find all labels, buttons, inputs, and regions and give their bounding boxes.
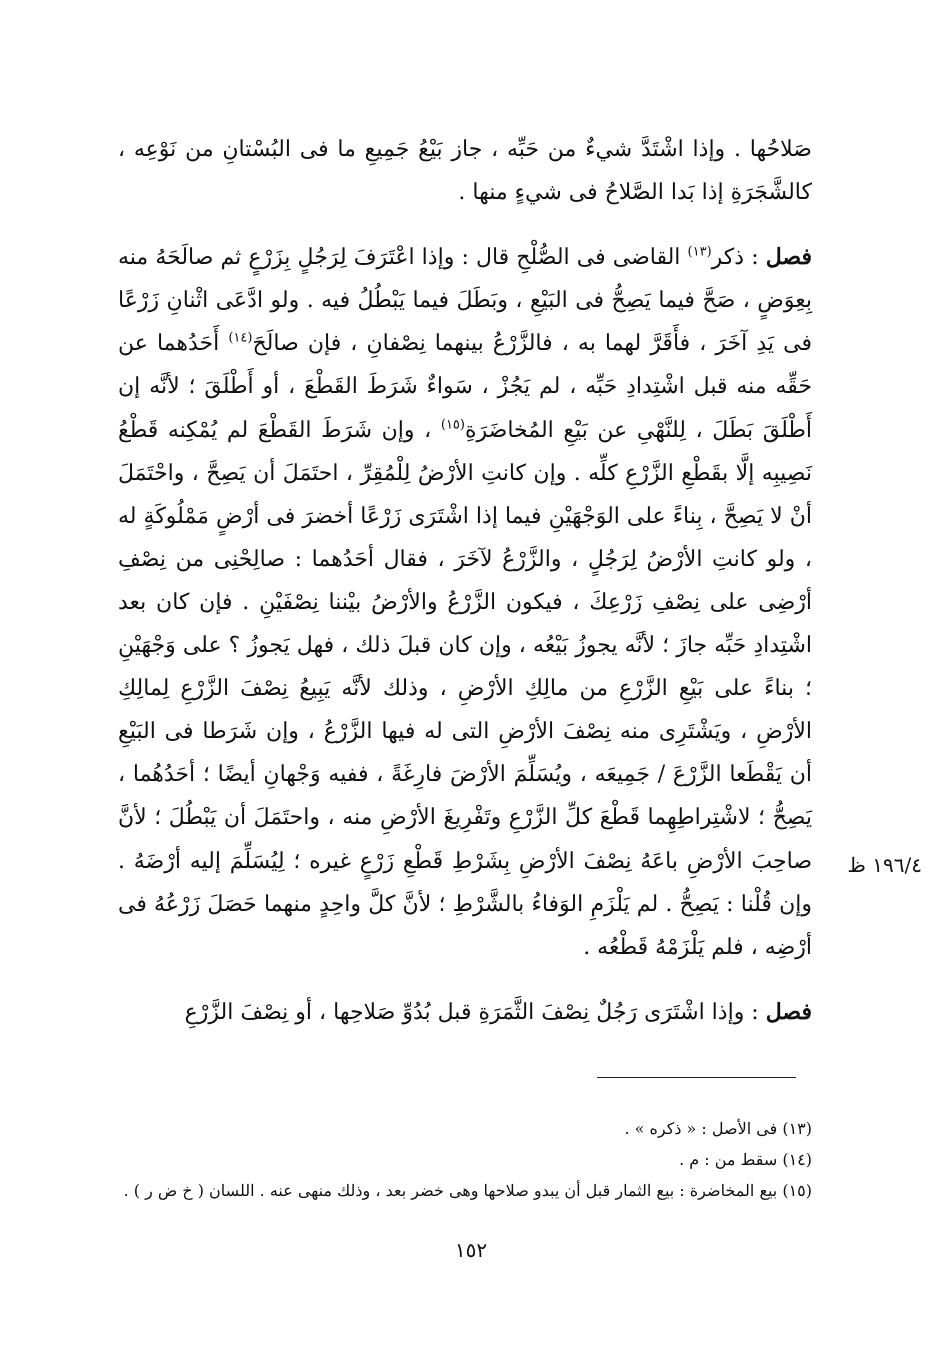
paragraph-1: صَلاحُها . وإذا اشْتَدَّ شيءٌ من حَبِّه ، جاز بَيْعُ جَمِيعِ ما فى البُسْتانِ من نَوْعِه ، كالشَّجَرَةِ إذا بَدا الصَّلاحُ فى شيءٍ منها . [118,137,812,206]
paragraph-text: أَحَدُهما عن حَقِّه منه قبل اشْتِدادِ حَبِّه ، لم يَجُزْ ، سَواءٌ شَرَطَ القَطْعَ ، أو أَطْلَقَ ؛ لأنَّه إن أَطْلَقَ بَطَلَ ، لِلنَّهْىِ عن بَيْعِ المُخاضَرَةِ [118,331,812,443]
section-label: فصل [765,244,812,271]
footnote-ref-13: (١٣) [687,244,712,260]
paragraph-text: القاضى فى الصُّلْحِ قال : وإذا اعْتَرَفَ لِرَجُلٍ بِزَرْعٍ ثم صالَحَهُ منه بِعِوَضٍ ، صَحَّ فيما يَصِحُّ فى البَيْعِ ، وبَطَلَ فيما يَبْطُلُ فيه . ولو ادَّعَى اثْنانِ زَرْعًا فى يَدِ آخَرَ ، فأَقَرَّ لهما به ، فالزَّرْعُ بينهما نِصْفانِ ، فإن صالَحَ [118,245,812,357]
footnote-14: (١٤) سقط من : م . [679,1150,812,1169]
section-label: فصل [765,998,812,1025]
footnote-separator [597,1077,796,1078]
body-text [118,128,812,1034]
footnote-ref-15: (١٥) [440,417,465,433]
page-number: ١٥٢ [454,1238,488,1262]
paragraph-text: : وإذا اشْتَرَى رَجُلٌ نِصْفَ الثَّمَرَةِ قبل بُدُوِّ صَلاحِها ، أو نِصْفَ الزَّرْعِ [184,999,759,1025]
footnote-15: (١٥) بيع المخاضرة : بيع الثمار قبل أن يبدو صلاحها وهى خضر بعد ، وذلك منهى عنه . اللسان ( خ ض ر ) . [123,1181,812,1200]
margin-folio-note: ١٩٦/٤ ظ [847,853,922,877]
footnote-ref-14: (١٤) [228,331,253,347]
footnotes [118,1113,812,1206]
paragraph-2 [118,236,812,969]
paragraph-3 [118,991,812,1034]
paragraph-text: ، وإن شَرَطَ القَطْعَ لم يُمْكِنه قَطْعُ نَصِيبِه إلَّا بقَطْعِ الزَّرْعِ كلِّه . وإن كانتِ الأرْضُ لِلْمُقِرِّ ، احتَمَلَ أن يَصِحَّ ، واحْتَمَلَ أنْ لا يَصِحَّ ، بِناءً على الوَجْهَيْنِ فيما إذا اشْتَرَى زَرْعًا أخضرَ فى أرْضٍ مَمْلُوكَةٍ له ، ولو كانتِ الأرْضُ لِرَجُلٍ ، والزَّرْعُ لآخَرَ ، فقال أحَدُهما : صالِحْنِى من نِصْفِ أرْضِى على نِصْفِ زَرْعِكَ ، فيكون الزَّرْعُ والأرْضُ بيْننا نِصْفَيْنِ . فإن كان بعد اشْتِدادِ حَبِّه جازَ ؛ لأنَّه يجوزُ بَيْعُه ، وإن كان قبلَ ذلك ، فهل يَجوزُ ؟ على وَجْهَيْنِ ؛ بناءً على بَيْعِ الزَّرْعِ من مالِكِ الأرْضِ ، وذلك لأنَّه يَبِيعُ نِصْفَ الزَّرْعِ لِمالِكِ الأرْضِ ، ويَشْتَرِى منه نِصْفَ الأرْضِ التى له فيها الزَّرْعُ ، وإن شَرَطا فى البَيْعِ أن يَقْطَعا الزَّرْعَ / جَمِيعَه ، ويُسَلِّمَ الأرْضَ فارِغَةً ، ففيه وَجْهانِ أيضًا ؛ أحَدُهُما ، يَصِحُّ ؛ لاشْتِراطِهِما قَطْعَ كلِّ الزَّرْعِ وتَفْرِيغَ الأرْضِ منه ، واحتَمَلَ أن يَبْطُلَ ؛ لأنَّ صاحِبَ الأرْضِ باعَهُ نِصْفَ الأرْضِ بِشَرْطِ قَطْعِ زَرْعٍ غيره ؛ لِيُسَلِّمَ إليه أرْضَهُ . وإن قُلْنا : يَصِحُّ . لم يَلْزَمِ الوَفاءُ بالشَّرْطِ ؛ لأنَّ كلَّ واحِدٍ منهما حَصَلَ زَرْعُهُ فى أرْضِه ، فلم يَلْزَمْهُ قَطْعُه . [118,417,812,960]
paragraph-text: : ذكر [711,245,759,271]
footnote-13: (١٣) فى الأصل : « ذكره » . [624,1119,812,1138]
